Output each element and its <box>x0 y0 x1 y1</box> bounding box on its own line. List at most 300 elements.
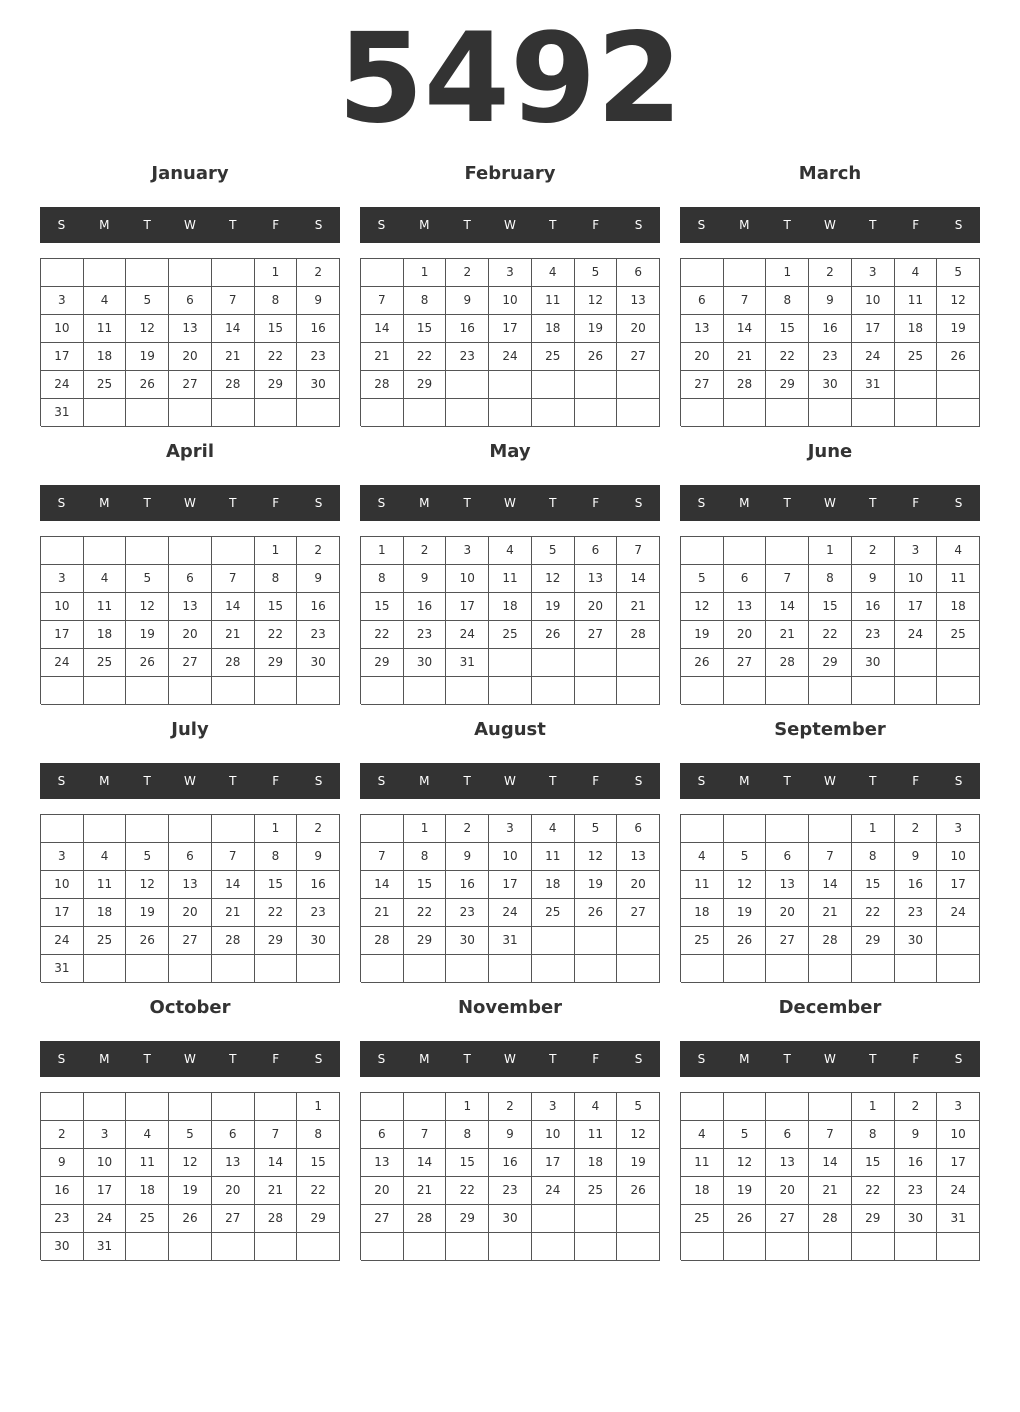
day-cell: 25 <box>681 927 724 955</box>
day-cell: 24 <box>852 343 895 371</box>
empty-day-cell <box>809 1233 852 1261</box>
day-cell: 12 <box>724 1149 767 1177</box>
day-cell: 9 <box>41 1149 84 1177</box>
day-cell: 16 <box>809 315 852 343</box>
day-cell: 1 <box>255 537 298 565</box>
weekday-label: M <box>99 1052 110 1066</box>
empty-day-cell <box>212 677 255 705</box>
day-cell: 16 <box>852 593 895 621</box>
empty-day-cell <box>724 259 767 287</box>
weekday-label: T <box>783 1052 791 1066</box>
month-name: January <box>151 163 229 184</box>
empty-day-cell <box>126 259 169 287</box>
day-cell: 29 <box>852 927 895 955</box>
weekday-label: S <box>954 218 963 232</box>
month-september <box>680 716 980 994</box>
weekday-label: T <box>463 496 471 510</box>
day-cell: 14 <box>255 1149 298 1177</box>
weekday-label: W <box>184 496 196 510</box>
empty-day-cell <box>617 371 660 399</box>
day-cell: 28 <box>617 621 660 649</box>
day-cell: 9 <box>895 1121 938 1149</box>
weekday-label: T <box>549 1052 557 1066</box>
empty-day-cell <box>532 927 575 955</box>
day-cell: 6 <box>617 815 660 843</box>
weekday-label: T <box>549 774 557 788</box>
day-cell: 27 <box>617 899 660 927</box>
day-cell: 29 <box>404 371 447 399</box>
day-cell: 4 <box>532 815 575 843</box>
day-cell: 22 <box>852 1177 895 1205</box>
day-cell: 19 <box>575 315 618 343</box>
empty-day-cell <box>809 399 852 427</box>
empty-day-cell <box>255 677 298 705</box>
day-cell: 28 <box>724 371 767 399</box>
empty-day-cell <box>852 677 895 705</box>
day-cell: 26 <box>126 927 169 955</box>
empty-day-cell <box>895 649 938 677</box>
weekday-header <box>40 485 340 521</box>
day-grid <box>680 258 980 426</box>
empty-day-cell <box>895 955 938 983</box>
day-cell: 18 <box>489 593 532 621</box>
weekday-label: M <box>419 496 430 510</box>
day-cell: 12 <box>681 593 724 621</box>
day-cell: 28 <box>212 649 255 677</box>
day-cell: 30 <box>895 1205 938 1233</box>
day-cell: 5 <box>724 843 767 871</box>
day-cell: 17 <box>489 315 532 343</box>
day-cell: 31 <box>84 1233 127 1261</box>
weekday-label: W <box>504 496 516 510</box>
day-cell: 30 <box>489 1205 532 1233</box>
day-cell: 27 <box>169 649 212 677</box>
day-cell: 2 <box>297 815 340 843</box>
day-cell: 10 <box>852 287 895 315</box>
weekday-label: S <box>697 496 706 510</box>
empty-day-cell <box>809 955 852 983</box>
day-cell: 18 <box>937 593 980 621</box>
empty-day-cell <box>895 399 938 427</box>
day-cell: 12 <box>937 287 980 315</box>
weekday-label: S <box>57 1052 66 1066</box>
empty-day-cell <box>41 677 84 705</box>
day-cell: 5 <box>724 1121 767 1149</box>
empty-day-cell <box>489 399 532 427</box>
day-cell: 1 <box>446 1093 489 1121</box>
day-cell: 13 <box>169 593 212 621</box>
day-cell: 16 <box>297 315 340 343</box>
day-cell: 23 <box>446 343 489 371</box>
day-cell: 11 <box>681 1149 724 1177</box>
empty-day-cell <box>84 955 127 983</box>
day-cell: 2 <box>446 815 489 843</box>
day-cell: 27 <box>575 621 618 649</box>
month-name: March <box>798 163 862 184</box>
empty-day-cell <box>766 955 809 983</box>
day-cell: 26 <box>724 1205 767 1233</box>
day-cell: 11 <box>489 565 532 593</box>
day-cell: 12 <box>126 593 169 621</box>
day-cell: 19 <box>169 1177 212 1205</box>
day-cell: 15 <box>446 1149 489 1177</box>
empty-day-cell <box>681 399 724 427</box>
day-grid <box>40 258 340 426</box>
weekday-label: T <box>143 774 151 788</box>
day-cell: 3 <box>489 259 532 287</box>
weekday-label: S <box>954 1052 963 1066</box>
day-cell: 14 <box>809 871 852 899</box>
weekday-label: S <box>954 774 963 788</box>
day-cell: 13 <box>361 1149 404 1177</box>
weekday-label: W <box>184 218 196 232</box>
day-cell: 29 <box>852 1205 895 1233</box>
day-cell: 28 <box>212 371 255 399</box>
empty-day-cell <box>297 399 340 427</box>
day-cell: 24 <box>41 927 84 955</box>
weekday-label: S <box>697 1052 706 1066</box>
day-cell: 29 <box>446 1205 489 1233</box>
day-cell: 15 <box>852 1149 895 1177</box>
day-cell: 21 <box>212 621 255 649</box>
day-cell: 26 <box>126 371 169 399</box>
weekday-label: T <box>229 218 237 232</box>
weekday-label: F <box>912 1052 920 1066</box>
day-cell: 18 <box>84 343 127 371</box>
empty-day-cell <box>489 677 532 705</box>
day-cell: 11 <box>532 843 575 871</box>
weekday-header <box>40 763 340 799</box>
day-cell: 12 <box>169 1149 212 1177</box>
day-cell: 23 <box>895 899 938 927</box>
weekday-label: W <box>824 1052 836 1066</box>
day-cell: 19 <box>575 871 618 899</box>
empty-day-cell <box>575 371 618 399</box>
day-cell: 17 <box>41 621 84 649</box>
day-cell: 23 <box>852 621 895 649</box>
day-cell: 21 <box>404 1177 447 1205</box>
empty-day-cell <box>404 955 447 983</box>
day-cell: 5 <box>126 287 169 315</box>
day-grid <box>680 814 980 982</box>
day-cell: 11 <box>532 287 575 315</box>
day-cell: 24 <box>937 1177 980 1205</box>
day-cell: 26 <box>532 621 575 649</box>
day-cell: 13 <box>169 315 212 343</box>
weekday-label: S <box>314 774 323 788</box>
empty-day-cell <box>532 1233 575 1261</box>
day-cell: 3 <box>41 565 84 593</box>
month-name: May <box>489 441 531 462</box>
day-cell: 12 <box>532 565 575 593</box>
day-cell: 18 <box>681 899 724 927</box>
weekday-label: W <box>824 496 836 510</box>
empty-day-cell <box>575 649 618 677</box>
day-cell: 26 <box>724 927 767 955</box>
weekday-label: F <box>272 1052 280 1066</box>
day-cell: 2 <box>404 537 447 565</box>
empty-day-cell <box>169 399 212 427</box>
day-cell: 15 <box>404 871 447 899</box>
day-cell: 10 <box>41 315 84 343</box>
weekday-header <box>680 763 980 799</box>
day-cell: 26 <box>937 343 980 371</box>
empty-day-cell <box>532 649 575 677</box>
day-cell: 22 <box>446 1177 489 1205</box>
day-cell: 14 <box>724 315 767 343</box>
empty-day-cell <box>724 1093 767 1121</box>
day-cell: 16 <box>41 1177 84 1205</box>
day-grid <box>680 536 980 704</box>
weekday-label: F <box>592 496 600 510</box>
day-cell: 16 <box>404 593 447 621</box>
day-cell: 10 <box>895 565 938 593</box>
empty-day-cell <box>937 927 980 955</box>
day-cell: 10 <box>937 1121 980 1149</box>
day-cell: 31 <box>852 371 895 399</box>
day-cell: 24 <box>84 1205 127 1233</box>
day-cell: 9 <box>297 843 340 871</box>
day-cell: 10 <box>41 871 84 899</box>
day-cell: 26 <box>681 649 724 677</box>
day-cell: 19 <box>617 1149 660 1177</box>
empty-day-cell <box>681 815 724 843</box>
empty-day-cell <box>724 955 767 983</box>
empty-day-cell <box>809 815 852 843</box>
weekday-label: T <box>549 496 557 510</box>
day-cell: 5 <box>681 565 724 593</box>
day-cell: 29 <box>255 649 298 677</box>
empty-day-cell <box>766 1093 809 1121</box>
day-grid <box>40 1092 340 1260</box>
day-cell: 9 <box>297 287 340 315</box>
month-name: December <box>778 997 882 1018</box>
day-cell: 7 <box>212 843 255 871</box>
day-cell: 13 <box>617 287 660 315</box>
weekday-label: T <box>463 218 471 232</box>
day-cell: 22 <box>404 343 447 371</box>
weekday-label: F <box>272 496 280 510</box>
day-cell: 10 <box>937 843 980 871</box>
day-cell: 28 <box>212 927 255 955</box>
day-cell: 22 <box>255 899 298 927</box>
weekday-label: W <box>184 1052 196 1066</box>
day-cell: 23 <box>41 1205 84 1233</box>
day-cell: 7 <box>724 287 767 315</box>
empty-day-cell <box>724 1233 767 1261</box>
empty-day-cell <box>937 677 980 705</box>
empty-day-cell <box>681 537 724 565</box>
day-cell: 16 <box>446 871 489 899</box>
day-cell: 21 <box>766 621 809 649</box>
month-name: February <box>464 163 556 184</box>
empty-day-cell <box>489 1233 532 1261</box>
day-cell: 11 <box>895 287 938 315</box>
day-cell: 6 <box>766 1121 809 1149</box>
weekday-label: F <box>912 496 920 510</box>
empty-day-cell <box>532 371 575 399</box>
weekday-label: S <box>57 496 66 510</box>
day-cell: 5 <box>169 1121 212 1149</box>
empty-day-cell <box>255 955 298 983</box>
month-name: November <box>457 997 563 1018</box>
day-cell: 21 <box>361 899 404 927</box>
day-cell: 8 <box>852 1121 895 1149</box>
day-cell: 12 <box>575 843 618 871</box>
month-december <box>680 994 980 1272</box>
empty-day-cell <box>575 1205 618 1233</box>
month-name: June <box>807 441 853 462</box>
day-cell: 22 <box>809 621 852 649</box>
day-cell: 15 <box>255 315 298 343</box>
month-name: September <box>774 719 886 740</box>
day-cell: 25 <box>84 649 127 677</box>
day-cell: 13 <box>681 315 724 343</box>
empty-day-cell <box>681 955 724 983</box>
day-cell: 27 <box>212 1205 255 1233</box>
day-cell: 9 <box>895 843 938 871</box>
day-cell: 10 <box>532 1121 575 1149</box>
empty-day-cell <box>766 1233 809 1261</box>
weekday-label: S <box>377 774 386 788</box>
day-cell: 1 <box>852 1093 895 1121</box>
day-cell: 31 <box>937 1205 980 1233</box>
month-february <box>360 160 660 438</box>
empty-day-cell <box>766 815 809 843</box>
empty-day-cell <box>404 1093 447 1121</box>
day-cell: 19 <box>724 899 767 927</box>
day-cell: 8 <box>809 565 852 593</box>
day-cell: 30 <box>41 1233 84 1261</box>
day-cell: 3 <box>41 287 84 315</box>
day-cell: 22 <box>255 343 298 371</box>
empty-day-cell <box>852 399 895 427</box>
day-cell: 12 <box>575 287 618 315</box>
empty-day-cell <box>724 537 767 565</box>
day-cell: 4 <box>489 537 532 565</box>
day-cell: 6 <box>169 565 212 593</box>
day-cell: 7 <box>404 1121 447 1149</box>
day-cell: 27 <box>766 1205 809 1233</box>
empty-day-cell <box>937 649 980 677</box>
day-cell: 31 <box>41 955 84 983</box>
day-cell: 10 <box>84 1149 127 1177</box>
day-cell: 13 <box>212 1149 255 1177</box>
day-cell: 22 <box>766 343 809 371</box>
day-cell: 15 <box>404 315 447 343</box>
weekday-label: W <box>504 1052 516 1066</box>
weekday-header <box>680 1041 980 1077</box>
day-cell: 31 <box>446 649 489 677</box>
weekday-label: M <box>99 218 110 232</box>
day-cell: 30 <box>446 927 489 955</box>
day-cell: 2 <box>809 259 852 287</box>
day-grid <box>360 536 660 704</box>
day-cell: 12 <box>126 315 169 343</box>
day-cell: 9 <box>489 1121 532 1149</box>
empty-day-cell <box>681 259 724 287</box>
day-cell: 21 <box>361 343 404 371</box>
empty-day-cell <box>169 1093 212 1121</box>
day-cell: 14 <box>212 593 255 621</box>
day-cell: 6 <box>169 287 212 315</box>
weekday-label: M <box>739 1052 750 1066</box>
day-cell: 27 <box>169 927 212 955</box>
empty-day-cell <box>809 677 852 705</box>
weekday-header <box>360 763 660 799</box>
day-cell: 3 <box>489 815 532 843</box>
empty-day-cell <box>766 399 809 427</box>
day-cell: 2 <box>489 1093 532 1121</box>
day-cell: 14 <box>212 315 255 343</box>
day-cell: 28 <box>361 927 404 955</box>
empty-day-cell <box>84 399 127 427</box>
day-cell: 3 <box>41 843 84 871</box>
day-cell: 1 <box>255 815 298 843</box>
weekday-label: S <box>634 218 643 232</box>
empty-day-cell <box>41 1093 84 1121</box>
empty-day-cell <box>126 399 169 427</box>
day-cell: 29 <box>766 371 809 399</box>
day-cell: 21 <box>724 343 767 371</box>
weekday-header <box>680 485 980 521</box>
day-cell: 4 <box>681 1121 724 1149</box>
day-cell: 1 <box>809 537 852 565</box>
weekday-label: S <box>314 1052 323 1066</box>
empty-day-cell <box>575 399 618 427</box>
day-cell: 2 <box>41 1121 84 1149</box>
day-cell: 17 <box>84 1177 127 1205</box>
empty-day-cell <box>212 1093 255 1121</box>
day-cell: 9 <box>446 843 489 871</box>
day-cell: 16 <box>489 1149 532 1177</box>
day-cell: 14 <box>766 593 809 621</box>
weekday-label: F <box>592 218 600 232</box>
day-cell: 6 <box>575 537 618 565</box>
weekday-label: F <box>592 1052 600 1066</box>
day-cell: 26 <box>617 1177 660 1205</box>
day-cell: 2 <box>297 259 340 287</box>
month-name: October <box>149 997 231 1018</box>
day-cell: 3 <box>84 1121 127 1149</box>
day-cell: 28 <box>809 927 852 955</box>
day-cell: 1 <box>361 537 404 565</box>
month-march <box>680 160 980 438</box>
months-grid <box>40 160 980 1272</box>
empty-day-cell <box>617 649 660 677</box>
empty-day-cell <box>617 399 660 427</box>
day-cell: 20 <box>169 343 212 371</box>
day-cell: 1 <box>404 259 447 287</box>
day-cell: 29 <box>809 649 852 677</box>
day-cell: 16 <box>297 871 340 899</box>
empty-day-cell <box>212 259 255 287</box>
empty-day-cell <box>681 677 724 705</box>
day-cell: 20 <box>575 593 618 621</box>
day-cell: 1 <box>297 1093 340 1121</box>
empty-day-cell <box>41 259 84 287</box>
day-cell: 8 <box>766 287 809 315</box>
day-cell: 15 <box>255 871 298 899</box>
day-cell: 16 <box>446 315 489 343</box>
day-cell: 18 <box>532 315 575 343</box>
empty-day-cell <box>617 955 660 983</box>
day-cell: 15 <box>852 871 895 899</box>
day-cell: 12 <box>724 871 767 899</box>
empty-day-cell <box>809 1093 852 1121</box>
weekday-label: M <box>99 774 110 788</box>
empty-day-cell <box>766 537 809 565</box>
